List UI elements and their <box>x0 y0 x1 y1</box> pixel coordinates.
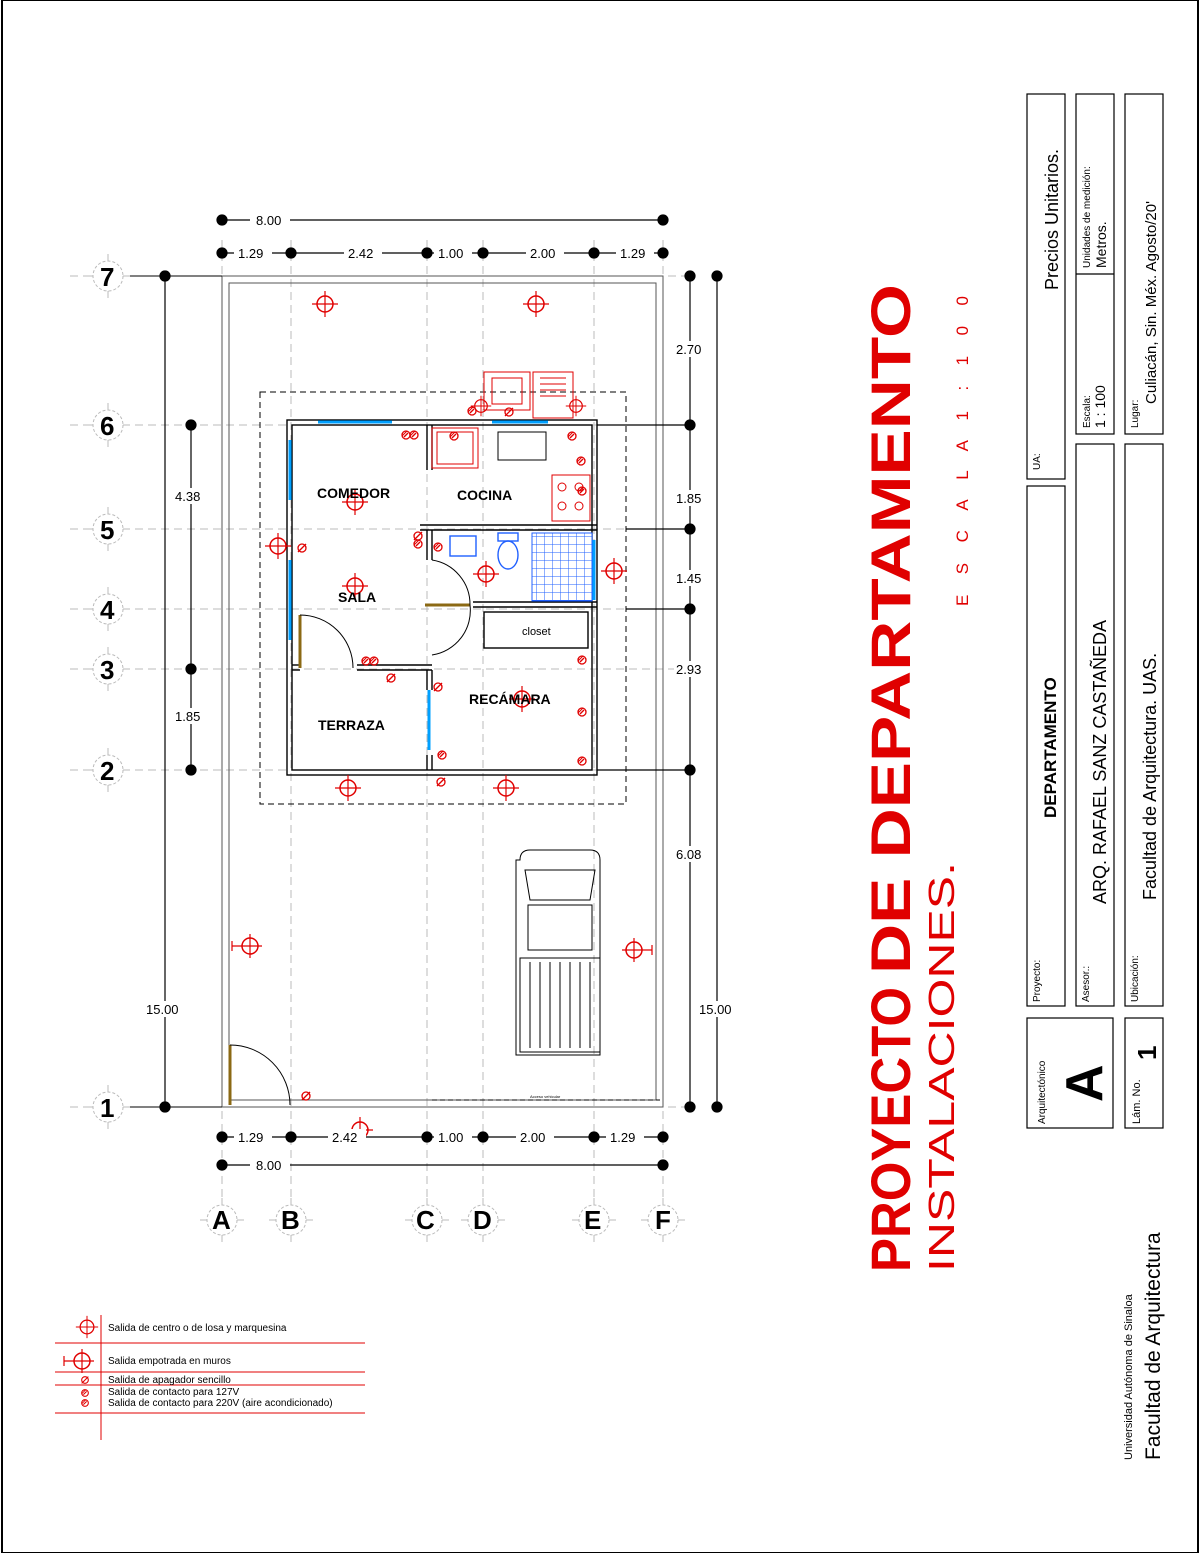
tb-escala-value: 1 : 100 <box>1092 385 1108 428</box>
room-terraza: TERRAZA <box>318 717 385 733</box>
tb-escala-label: Escala: <box>1082 395 1093 428</box>
title-proyecto: PROYECTO <box>859 958 922 1272</box>
row-axis-ties <box>130 271 222 1112</box>
dim-bottom-seg-5: 1.29 <box>610 1130 636 1145</box>
axis-col-E: E <box>584 1205 602 1235</box>
dim-bottom-seg-3: 1.00 <box>438 1130 464 1145</box>
tb-ubicacion-label: Ubicación: <box>1130 955 1141 1002</box>
tb-university: Universidad Autónoma de Sinaloa <box>1123 1294 1135 1460</box>
axis-col-D: D <box>473 1205 492 1235</box>
doors <box>230 560 470 1105</box>
row-axis-bubbles <box>86 254 130 1129</box>
legend-item-1: Salida de centro o de losa y marquesina <box>108 1323 287 1334</box>
tb-ua-label: UA: <box>1032 453 1043 470</box>
gate-label: Acceso vehicular <box>530 1094 561 1099</box>
dim-top-seg-4: 2.00 <box>530 246 556 261</box>
legend-contacto-220-icon <box>82 1400 89 1407</box>
room-comedor: COMEDOR <box>317 485 391 501</box>
legend-empotrada-icon <box>64 1349 94 1373</box>
dim-right-total: 15.00 <box>699 1002 732 1017</box>
axis-col-F: F <box>655 1205 671 1235</box>
axis-col-C: C <box>416 1205 435 1235</box>
car-icon <box>516 850 600 1055</box>
legend-item-2: Salida empotrada en muros <box>108 1356 231 1367</box>
dim-top-seg-5: 1.29 <box>620 246 646 261</box>
dim-right-seg-5: 6.08 <box>676 847 702 862</box>
room-recamara: RECÁMARA <box>469 691 551 707</box>
legend-apagador-icon <box>82 1377 89 1384</box>
main-title <box>859 284 962 1272</box>
legend-item-4: Salida de contacto para 127V <box>108 1387 240 1398</box>
title-scale: E S C A L A 1 : 1 0 0 <box>953 296 972 606</box>
axis-row-1: 1 <box>100 1093 115 1123</box>
dim-left-seg-1: 4.38 <box>175 489 201 504</box>
title-subtitle: INSTALACIONES. <box>921 976 962 1272</box>
col-axis-bubbles <box>200 1198 685 1242</box>
axis-row-5: 5 <box>100 515 115 545</box>
tb-lugar-value: Culiacán, Sin. Méx. Agosto/20' <box>1143 201 1160 404</box>
tb-lam-value: 1 <box>1132 1045 1162 1060</box>
tb-faculty: Facultad de Arquitectura <box>1142 1232 1165 1460</box>
tb-sheet-letter: A <box>1056 1064 1114 1102</box>
axis-row-2: 2 <box>100 756 115 786</box>
dim-bottom-seg-4: 2.00 <box>520 1130 546 1145</box>
dim-bottom-total: 8.00 <box>256 1158 282 1173</box>
right-dimensions <box>597 271 722 1112</box>
axis-col-B: B <box>281 1205 300 1235</box>
legend-centro-losa-icon <box>76 1316 98 1338</box>
dim-left-seg-2: 1.85 <box>175 709 201 724</box>
tb-ua-value: Precios Unitarios. <box>1042 148 1062 290</box>
dim-right-seg-4: 2.93 <box>676 662 702 677</box>
dim-right-seg-1: 2.70 <box>676 342 702 357</box>
dim-top-seg-1: 1.29 <box>238 246 264 261</box>
tb-unidades-value: Metros. <box>1093 221 1109 268</box>
axis-row-7: 7 <box>100 262 115 292</box>
electrical-symbols <box>232 291 652 1143</box>
tb-sheet-type-label: Arquitectónico <box>1037 1060 1048 1124</box>
tb-lam-label: Lám. No. <box>1131 1079 1143 1124</box>
title-departamento: DE DEPARTAMENTO <box>859 417 922 974</box>
dim-right-seg-2: 1.85 <box>676 491 702 506</box>
legend-contacto-127-icon <box>82 1390 89 1397</box>
room-sala: SALA <box>338 589 377 605</box>
tb-lugar-label: Lugar: <box>1130 399 1141 428</box>
axis-row-6: 6 <box>100 411 115 441</box>
room-cocina: COCINA <box>457 487 513 503</box>
axis-row-3: 3 <box>100 655 115 685</box>
tb-proyecto-label: Proyecto: <box>1032 959 1043 1002</box>
sheet-border <box>2 0 1198 1553</box>
axis-col-A: A <box>212 1205 231 1235</box>
dim-top-seg-2: 2.42 <box>348 246 374 261</box>
tb-asesor-label: Asesor.: <box>1081 965 1092 1002</box>
axis-row-4: 4 <box>100 595 115 625</box>
dim-top-total: 8.00 <box>256 213 282 228</box>
tb-asesor-value: ARQ. RAFAEL SANZ CASTAÑEDA <box>1090 619 1110 904</box>
tb-ubicacion-value: Facultad de Arquitectura. UAS. <box>1140 652 1160 900</box>
bathroom <box>450 533 592 601</box>
dim-left-total: 15.00 <box>146 1002 179 1017</box>
dim-bottom-seg-2: 2.42 <box>332 1130 358 1145</box>
legend-item-5: Salida de contacto para 220V (aire acondicionado) <box>108 1398 333 1409</box>
room-closet: closet <box>522 626 551 638</box>
tb-unidades-label: Unidades de medición: <box>1082 166 1093 268</box>
dim-bottom-seg-1: 1.29 <box>238 1130 264 1145</box>
legend-item-3: Salida de apagador sencillo <box>108 1375 231 1386</box>
dim-right-seg-3: 1.45 <box>676 571 702 586</box>
legend <box>55 1315 365 1440</box>
dim-top-seg-3: 1.00 <box>438 246 464 261</box>
tb-proyecto-value: DEPARTAMENTO <box>1041 677 1060 818</box>
left-dimensions <box>160 271 196 1112</box>
